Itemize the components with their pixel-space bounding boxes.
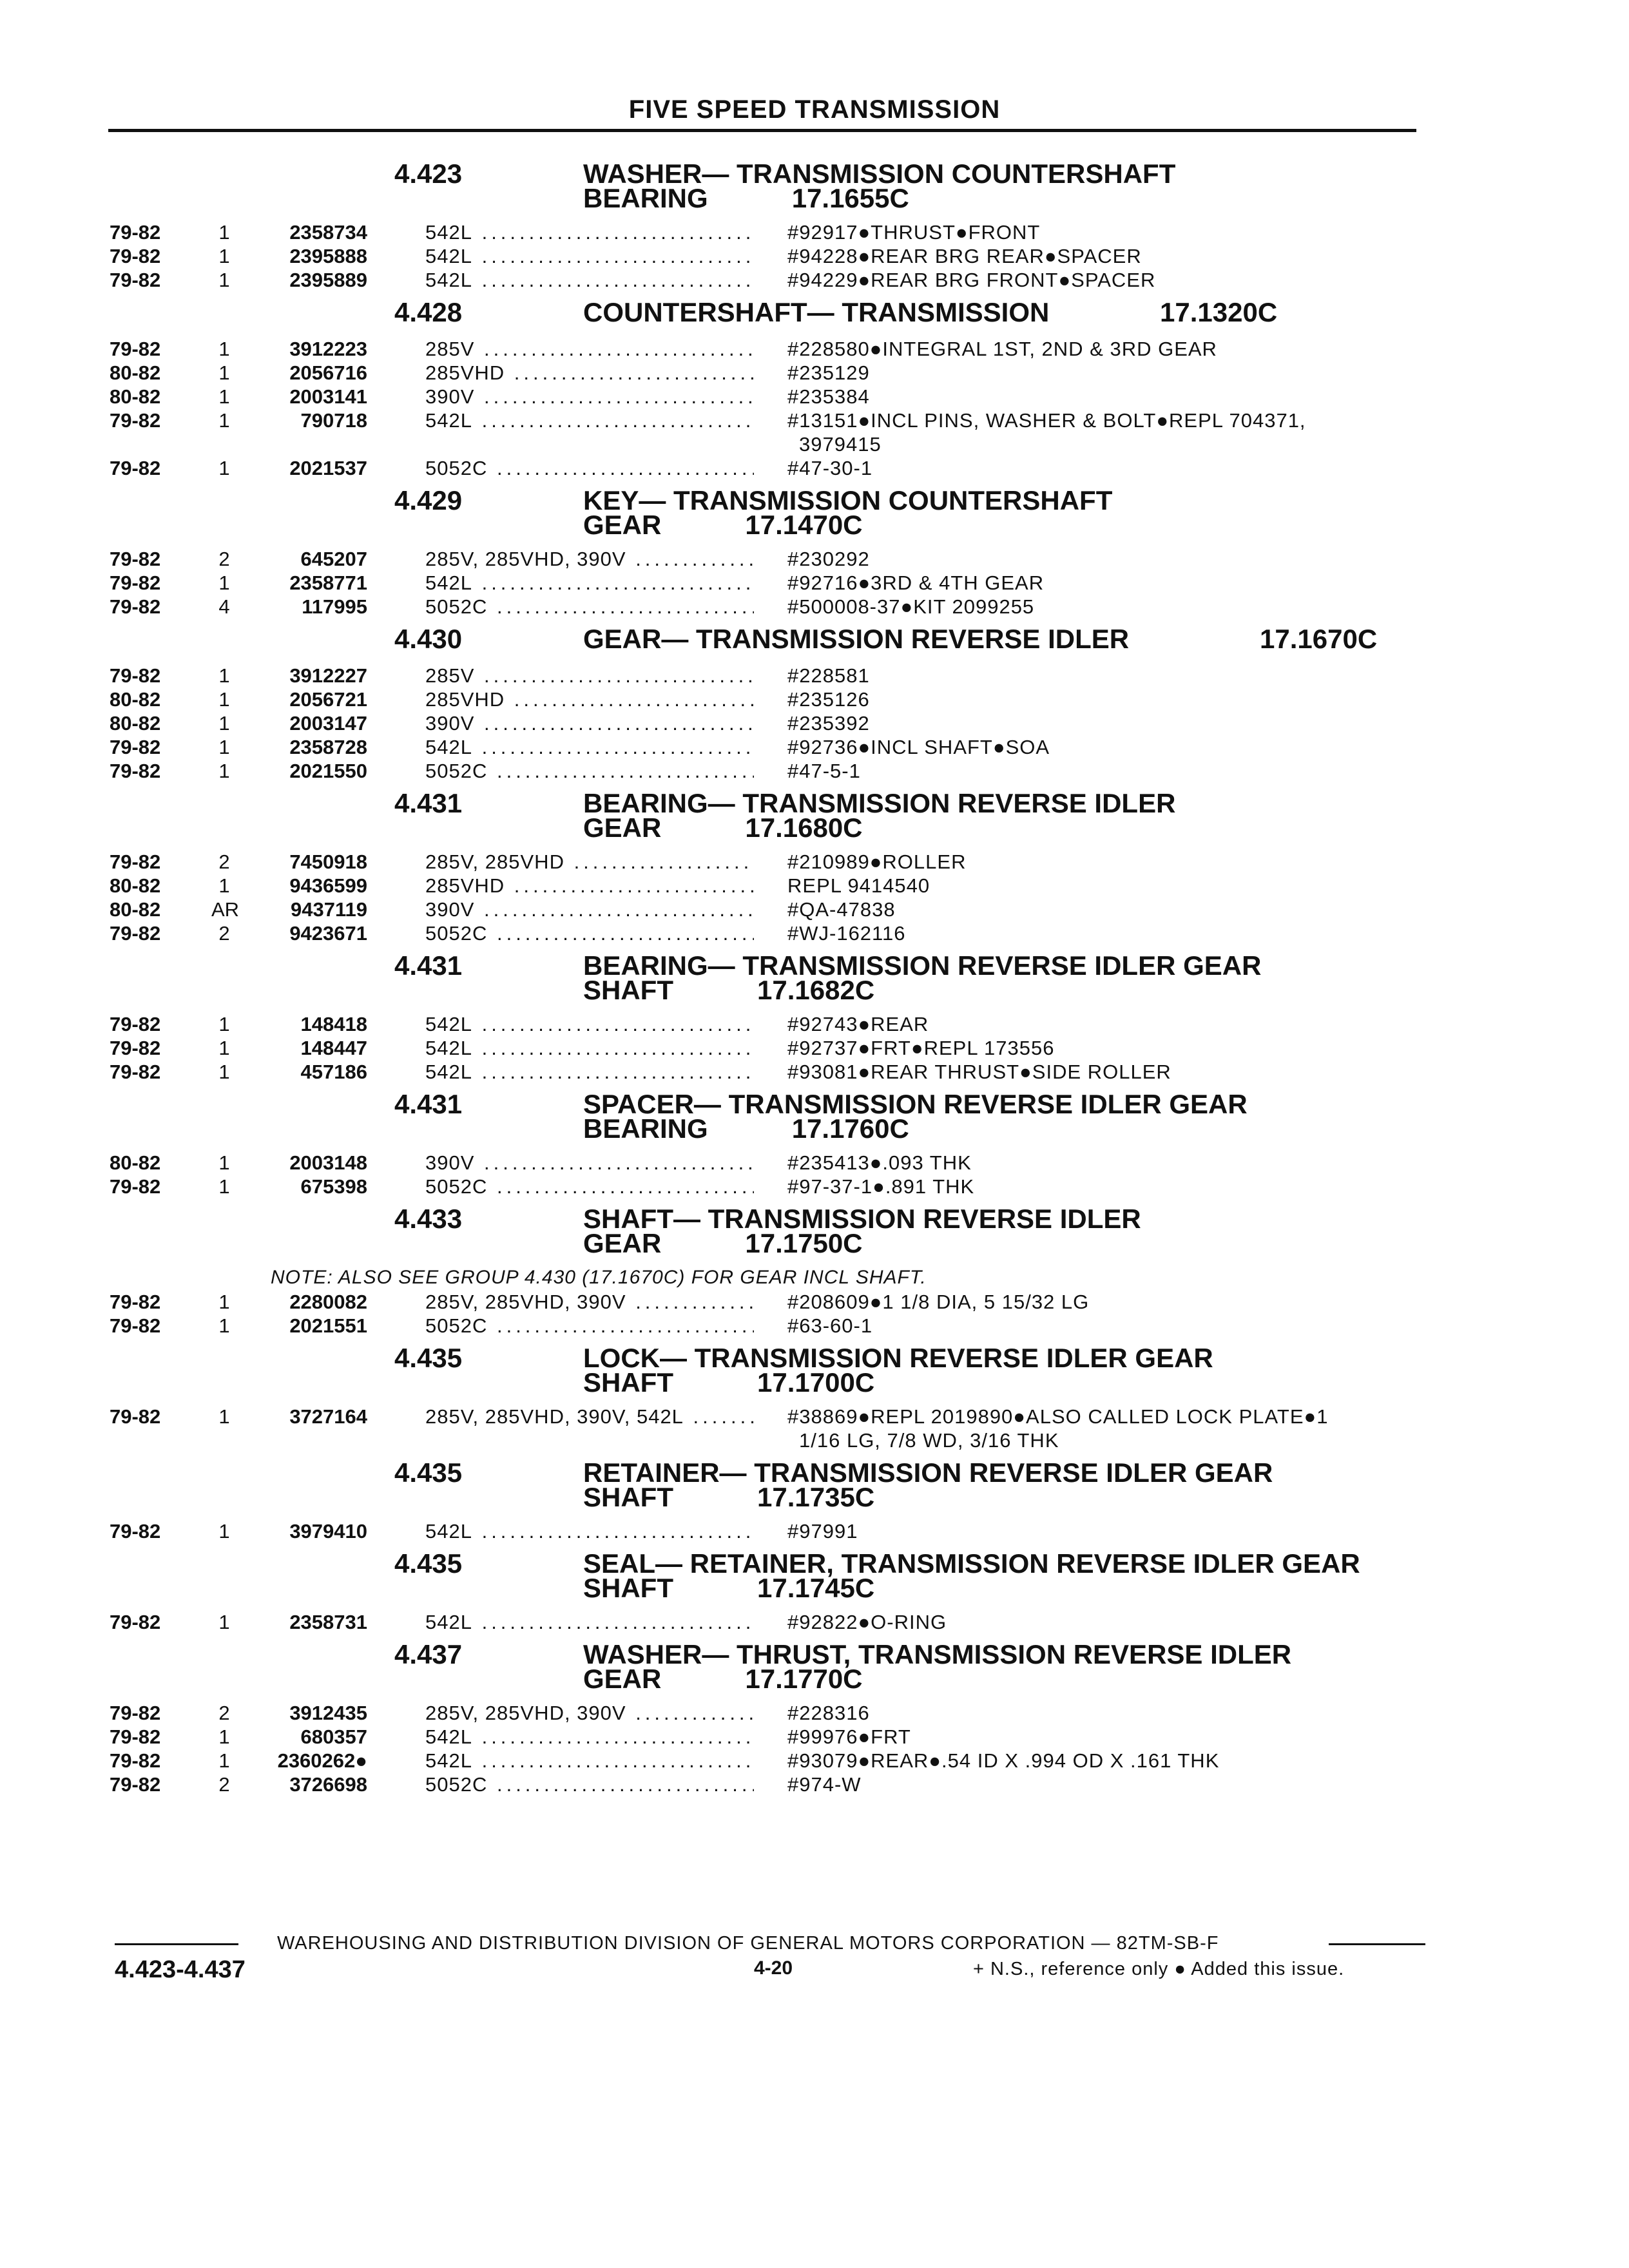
application-model: 542L ..... <box>425 1519 754 1543</box>
quantity: 1 <box>218 1725 230 1748</box>
model-years: 79-82 <box>110 338 161 360</box>
model-years: 80-82 <box>110 712 161 735</box>
part-row <box>0 1405 1629 1452</box>
part-row <box>0 711 1629 735</box>
application-model: 285V, 285VHD, 390V ..... <box>425 547 754 571</box>
part-number: 2003141 <box>289 385 367 408</box>
part-description: #94228●REAR BRG REAR●SPACER <box>787 245 1142 267</box>
section-code: 17.1470C <box>745 510 863 540</box>
application-model: 390V ..... <box>425 1151 754 1175</box>
footer-group-range: 4.423-4.437 <box>115 1956 246 1983</box>
parts-section <box>0 626 1629 791</box>
model-years: 79-82 <box>110 1773 161 1796</box>
parts-section <box>0 1457 1629 1551</box>
part-number: 2003147 <box>289 712 367 735</box>
model-years: 79-82 <box>110 1314 161 1337</box>
part-number: 2021537 <box>289 457 367 479</box>
section-heading <box>0 297 1629 337</box>
section-code: 17.1735C <box>757 1482 875 1512</box>
part-number: 790718 <box>300 409 367 432</box>
part-description: #974-W <box>787 1773 862 1796</box>
parts-section <box>0 1345 1629 1460</box>
section-title: LOCK— TRANSMISSION REVERSE IDLER GEAR <box>583 1343 1213 1373</box>
quantity: 1 <box>218 1291 230 1313</box>
part-number: 457186 <box>300 1061 367 1083</box>
part-description-continued: 1/16 LG, 7/8 WD, 3/16 THK <box>799 1429 1059 1452</box>
quantity: 1 <box>218 874 230 897</box>
part-row <box>0 244 1629 268</box>
section-title-continuation: GEAR <box>583 510 662 540</box>
part-number: 9437119 <box>291 898 367 921</box>
section-heading <box>0 1091 1629 1151</box>
part-description: #92822●O-RING <box>787 1611 947 1633</box>
section-heading <box>0 485 1629 547</box>
part-description-continued: 3979415 <box>799 433 882 456</box>
part-number: 148418 <box>300 1013 367 1035</box>
section-group-number: 4.423 <box>394 159 463 189</box>
section-heading <box>0 1457 1629 1519</box>
quantity: 1 <box>218 1175 230 1198</box>
model-years: 79-82 <box>110 760 161 782</box>
quantity: 1 <box>218 245 230 267</box>
part-description: #47-5-1 <box>787 760 861 782</box>
quantity: 1 <box>218 361 230 384</box>
section-heading <box>0 161 1629 220</box>
quantity: 1 <box>218 221 230 244</box>
quantity: 1 <box>218 1151 230 1174</box>
part-row <box>0 1519 1629 1543</box>
part-number: 2056721 <box>289 688 367 711</box>
parts-list <box>0 161 1629 1804</box>
parts-section <box>0 161 1629 300</box>
section-title: GEAR— TRANSMISSION REVERSE IDLER <box>583 624 1130 654</box>
section-title-line2 <box>583 1113 909 1144</box>
application-model: 390V ..... <box>425 898 754 921</box>
application-model: 542L ..... <box>425 244 754 268</box>
section-title: SPACER— TRANSMISSION REVERSE IDLER GEAR <box>583 1089 1248 1119</box>
quantity: 2 <box>218 1702 230 1724</box>
section-code: 17.1760C <box>791 1113 909 1144</box>
part-number: 3727164 <box>289 1405 367 1428</box>
part-number: 3912223 <box>289 338 367 360</box>
part-row <box>0 1773 1629 1796</box>
quantity: 1 <box>218 1611 230 1633</box>
section-group-number: 4.428 <box>394 297 463 327</box>
section-title-line2 <box>583 512 863 538</box>
quantity: 1 <box>218 457 230 479</box>
section-title: SHAFT— TRANSMISSION REVERSE IDLER <box>583 1204 1141 1234</box>
application-model: 285VHD ..... <box>425 687 754 711</box>
application-model: 542L ..... <box>425 571 754 595</box>
section-heading <box>0 788 1629 850</box>
part-number: 9436599 <box>289 874 367 897</box>
model-years: 79-82 <box>110 1611 161 1633</box>
application-model: 542L ..... <box>425 220 754 244</box>
section-title-line2 <box>583 1367 875 1398</box>
section-title: SEAL— RETAINER, TRANSMISSION REVERSE IDLER GEAR <box>583 1548 1360 1579</box>
part-description: #208609●1 1/8 DIA, 5 15/32 LG <box>787 1291 1090 1313</box>
application-model: 285V, 285VHD ..... <box>425 850 754 874</box>
application-model: 542L ..... <box>425 408 754 432</box>
model-years: 79-82 <box>110 1702 161 1724</box>
model-years: 79-82 <box>110 1405 161 1428</box>
section-title-continuation: GEAR <box>583 1664 662 1694</box>
quantity: 1 <box>218 736 230 758</box>
part-row <box>0 735 1629 759</box>
part-number: 2395888 <box>289 245 367 267</box>
part-description: #92716●3RD & 4TH GEAR <box>787 572 1045 594</box>
section-title: RETAINER— TRANSMISSION REVERSE IDLER GEAR <box>583 1457 1273 1488</box>
quantity: 4 <box>218 595 230 618</box>
section-title: KEY— TRANSMISSION COUNTERSHAFT <box>583 485 1113 515</box>
part-row <box>0 1060 1629 1084</box>
model-years: 79-82 <box>110 1013 161 1035</box>
part-description: #230292 <box>787 548 870 570</box>
part-number: 3912435 <box>289 1702 367 1724</box>
parts-section <box>0 1091 1629 1206</box>
model-years: 80-82 <box>110 1151 161 1174</box>
part-description: #13151●INCL PINS, WASHER & BOLT●REPL 704371, <box>787 409 1306 432</box>
part-number: 2056716 <box>289 361 367 384</box>
quantity: 1 <box>218 664 230 687</box>
part-row <box>0 361 1629 385</box>
part-description: #228581 <box>787 664 870 687</box>
part-description: #228316 <box>787 1702 870 1724</box>
quantity: 1 <box>218 269 230 291</box>
section-title: COUNTERSHAFT— TRANSMISSION <box>583 297 1050 327</box>
part-row <box>0 456 1629 480</box>
part-description: #235392 <box>787 712 870 735</box>
model-years: 79-82 <box>110 736 161 758</box>
part-number: 2358771 <box>289 572 367 594</box>
part-row <box>0 268 1629 292</box>
part-description: #93081●REAR THRUST●SIDE ROLLER <box>787 1061 1171 1083</box>
model-years: 79-82 <box>110 1749 161 1772</box>
quantity: 1 <box>218 409 230 432</box>
application-model: 285VHD ..... <box>425 361 754 385</box>
part-description: #63-60-1 <box>787 1314 873 1337</box>
section-title-line2 <box>583 183 909 213</box>
section-group-number: 4.435 <box>394 1343 463 1373</box>
part-description: REPL 9414540 <box>787 874 930 897</box>
part-number: 645207 <box>300 548 367 570</box>
part-description: #94229●REAR BRG FRONT●SPACER <box>787 269 1156 291</box>
footer-rule-left <box>115 1943 238 1945</box>
application-model: 542L ..... <box>425 1036 754 1060</box>
model-years: 80-82 <box>110 688 161 711</box>
application-model: 285V ..... <box>425 337 754 361</box>
section-group-number: 4.429 <box>394 485 463 515</box>
section-code: 17.1682C <box>757 975 875 1005</box>
parts-section <box>0 788 1629 953</box>
part-number: 2360262● <box>277 1749 367 1772</box>
section-title-line2 <box>583 1482 875 1512</box>
model-years: 79-82 <box>110 548 161 570</box>
application-model: 5052C ..... <box>425 1314 754 1338</box>
model-years: 79-82 <box>110 1291 161 1313</box>
application-model: 542L ..... <box>425 1749 754 1773</box>
section-title-continuation: BEARING <box>583 1113 708 1144</box>
model-years: 80-82 <box>110 874 161 897</box>
part-row <box>0 595 1629 619</box>
part-number: 2358734 <box>289 221 367 244</box>
part-row <box>0 547 1629 571</box>
quantity: 2 <box>218 1773 230 1796</box>
section-group-number: 4.435 <box>394 1548 463 1579</box>
part-number: 3979410 <box>289 1520 367 1542</box>
model-years: 79-82 <box>110 664 161 687</box>
model-years: 79-82 <box>110 595 161 618</box>
section-heading <box>0 1548 1629 1610</box>
parts-section <box>0 297 1629 488</box>
part-description: #38869●REPL 2019890●ALSO CALLED LOCK PLATE●1 <box>787 1405 1329 1428</box>
part-row <box>0 1749 1629 1773</box>
part-number: 117995 <box>302 595 367 618</box>
quantity: 2 <box>218 548 230 570</box>
application-model: 542L ..... <box>425 1012 754 1036</box>
quantity: 1 <box>218 760 230 782</box>
section-title-continuation: GEAR <box>583 1228 662 1258</box>
application-model: 5052C ..... <box>425 1175 754 1198</box>
section-heading <box>0 950 1629 1012</box>
quantity: 1 <box>218 338 230 360</box>
footer-rule-right <box>1329 1943 1425 1945</box>
quantity: 1 <box>218 1405 230 1428</box>
part-number: 9423671 <box>289 922 367 945</box>
section-title: BEARING— TRANSMISSION REVERSE IDLER GEAR <box>583 950 1262 981</box>
quantity: 1 <box>218 1520 230 1542</box>
part-description: #235129 <box>787 361 870 384</box>
part-description: #235384 <box>787 385 870 408</box>
section-code: 17.1745C <box>757 1573 875 1603</box>
section-group-number: 4.431 <box>394 1089 463 1119</box>
application-model: 390V ..... <box>425 711 754 735</box>
part-description: #WJ-162116 <box>787 922 906 945</box>
quantity: 1 <box>218 712 230 735</box>
model-years: 79-82 <box>110 850 161 873</box>
part-row <box>0 1151 1629 1175</box>
part-description: #235126 <box>787 688 870 711</box>
section-heading <box>0 1639 1629 1701</box>
section-code: 17.1750C <box>745 1228 863 1258</box>
model-years: 80-82 <box>110 898 161 921</box>
model-years: 79-82 <box>110 245 161 267</box>
parts-section <box>0 1206 1629 1345</box>
part-description: #92743●REAR <box>787 1013 929 1035</box>
part-number: 2021551 <box>289 1314 367 1337</box>
application-model: 5052C ..... <box>425 456 754 480</box>
section-group-number: 4.430 <box>394 624 463 654</box>
section-group-number: 4.431 <box>394 950 463 981</box>
model-years: 79-82 <box>110 922 161 945</box>
part-row <box>0 1036 1629 1060</box>
part-row <box>0 1012 1629 1036</box>
footer-page-number: 4-20 <box>754 1957 793 1979</box>
part-number: 3726698 <box>289 1773 367 1796</box>
section-title-continuation: SHAFT <box>583 975 673 1005</box>
part-description: #92736●INCL SHAFT●SOA <box>787 736 1050 758</box>
parts-section <box>0 1639 1629 1804</box>
section-title-line2 <box>583 977 874 1003</box>
section-heading <box>0 1206 1629 1265</box>
parts-section <box>0 950 1629 1091</box>
part-description: #97991 <box>787 1520 858 1542</box>
application-model: 542L ..... <box>425 1610 754 1634</box>
application-model: 542L ..... <box>425 735 754 759</box>
part-number: 2358728 <box>289 736 367 758</box>
application-model: 542L ..... <box>425 1725 754 1749</box>
application-model: 390V ..... <box>425 385 754 408</box>
section-title: BEARING— TRANSMISSION REVERSE IDLER <box>583 788 1176 818</box>
part-number: 2395889 <box>289 269 367 291</box>
part-description: #93079●REAR●.54 ID X .994 OD X .161 THK <box>787 1749 1220 1772</box>
section-title-continuation: BEARING <box>583 183 708 213</box>
section-title-line2 <box>583 812 863 843</box>
part-number: 2280082 <box>289 1291 367 1313</box>
section-heading <box>0 626 1629 664</box>
part-number: 2003148 <box>289 1151 367 1174</box>
model-years: 80-82 <box>110 385 161 408</box>
part-description: #228580●INTEGRAL 1ST, 2ND & 3RD GEAR <box>787 338 1217 360</box>
model-years: 79-82 <box>110 457 161 479</box>
quantity: 1 <box>218 1314 230 1337</box>
section-code: 17.1700C <box>757 1367 875 1398</box>
model-years: 79-82 <box>110 1520 161 1542</box>
part-row <box>0 220 1629 244</box>
part-row <box>0 337 1629 361</box>
part-description: #210989●ROLLER <box>787 850 967 873</box>
quantity: 2 <box>218 922 230 945</box>
part-number: 2358731 <box>289 1611 367 1633</box>
part-row <box>0 408 1629 456</box>
parts-section <box>0 485 1629 626</box>
footer-publisher: WAREHOUSING AND DISTRIBUTION DIVISION OF GENERAL MOTORS CORPORATION — 82TM-SB-F <box>277 1933 1219 1954</box>
section-code: 17.1680C <box>745 812 863 843</box>
part-number: 675398 <box>300 1175 367 1198</box>
section-title-line2 <box>583 1575 874 1601</box>
part-number: 3912227 <box>289 664 367 687</box>
part-number: 7450918 <box>289 850 367 873</box>
quantity: 1 <box>218 688 230 711</box>
part-row <box>0 571 1629 595</box>
application-model: 285V, 285VHD, 390V ..... <box>425 1701 754 1725</box>
part-number: 148447 <box>300 1037 367 1059</box>
parts-section <box>0 1548 1629 1642</box>
section-title: WASHER— THRUST, TRANSMISSION REVERSE IDLER <box>583 1639 1292 1669</box>
quantity: 2 <box>218 850 230 873</box>
part-row <box>0 1314 1629 1338</box>
model-years: 79-82 <box>110 409 161 432</box>
part-row <box>0 1290 1629 1314</box>
section-title-continuation: GEAR <box>583 812 662 843</box>
quantity: 1 <box>218 572 230 594</box>
page-title: FIVE SPEED TRANSMISSION <box>628 95 1001 124</box>
model-years: 79-82 <box>110 1037 161 1059</box>
application-model: 285VHD ..... <box>425 874 754 898</box>
part-description: #92737●FRT●REPL 173556 <box>787 1037 1055 1059</box>
model-years: 80-82 <box>110 361 161 384</box>
part-row <box>0 850 1629 874</box>
part-row <box>0 1725 1629 1749</box>
part-row <box>0 874 1629 898</box>
quantity: 1 <box>218 385 230 408</box>
part-description: #500008-37●KIT 2099255 <box>787 595 1035 618</box>
quantity: 1 <box>218 1749 230 1772</box>
application-model: 285V, 285VHD, 390V ..... <box>425 1290 754 1314</box>
quantity: 1 <box>218 1037 230 1059</box>
part-description: #235413●.093 THK <box>787 1151 972 1174</box>
quantity: AR <box>211 898 240 921</box>
section-group-number: 4.433 <box>394 1204 463 1234</box>
part-row <box>0 687 1629 711</box>
part-row <box>0 1701 1629 1725</box>
application-model: 5052C ..... <box>425 1773 754 1796</box>
section-group-number: 4.437 <box>394 1639 463 1669</box>
section-code: 17.1770C <box>745 1664 863 1694</box>
part-row <box>0 759 1629 783</box>
model-years: 79-82 <box>110 221 161 244</box>
part-description: #99976●FRT <box>787 1725 911 1748</box>
part-row <box>0 921 1629 945</box>
section-title-line2 <box>583 1666 863 1692</box>
section-code: 17.1320C <box>1160 297 1278 327</box>
quantity: 1 <box>218 1013 230 1035</box>
section-title-continuation: SHAFT <box>583 1482 673 1512</box>
part-row <box>0 1175 1629 1198</box>
part-description: #47-30-1 <box>787 457 873 479</box>
application-model: 5052C ..... <box>425 759 754 783</box>
model-years: 79-82 <box>110 1175 161 1198</box>
section-code: 17.1655C <box>791 183 909 213</box>
part-row <box>0 898 1629 921</box>
section-title-continuation: SHAFT <box>583 1367 673 1398</box>
section-title-continuation: SHAFT <box>583 1573 673 1603</box>
section-title: WASHER— TRANSMISSION COUNTERSHAFT <box>583 159 1176 189</box>
part-number: 2021550 <box>289 760 367 782</box>
application-model: 285V ..... <box>425 664 754 687</box>
section-title-line2 <box>583 1228 863 1258</box>
part-number: 680357 <box>300 1725 367 1748</box>
part-row <box>0 664 1629 687</box>
part-description: #92917●THRUST●FRONT <box>787 221 1041 244</box>
application-model: 542L ..... <box>425 1060 754 1084</box>
application-model: 542L ..... <box>425 268 754 292</box>
model-years: 79-82 <box>110 572 161 594</box>
section-group-number: 4.435 <box>394 1457 463 1488</box>
model-years: 79-82 <box>110 269 161 291</box>
model-years: 79-82 <box>110 1061 161 1083</box>
quantity: 1 <box>218 1061 230 1083</box>
application-model: 5052C ..... <box>425 921 754 945</box>
application-model: 5052C ..... <box>425 595 754 619</box>
part-row <box>0 1610 1629 1634</box>
part-row <box>0 385 1629 408</box>
top-rule <box>108 129 1416 132</box>
part-description: #97-37-1●.891 THK <box>787 1175 975 1198</box>
section-code: 17.1670C <box>1260 624 1378 654</box>
section-group-number: 4.431 <box>394 788 463 818</box>
footer-legend: + N.S., reference only ● Added this issue. <box>973 1959 1345 1979</box>
part-description: #QA-47838 <box>787 898 896 921</box>
section-heading <box>0 1345 1629 1405</box>
model-years: 79-82 <box>110 1725 161 1748</box>
application-model: 285V, 285VHD, 390V, 542L ..... <box>425 1405 754 1428</box>
section-note: NOTE: ALSO SEE GROUP 4.430 (17.1670C) FOR GEAR INCL SHAFT. <box>271 1267 927 1288</box>
